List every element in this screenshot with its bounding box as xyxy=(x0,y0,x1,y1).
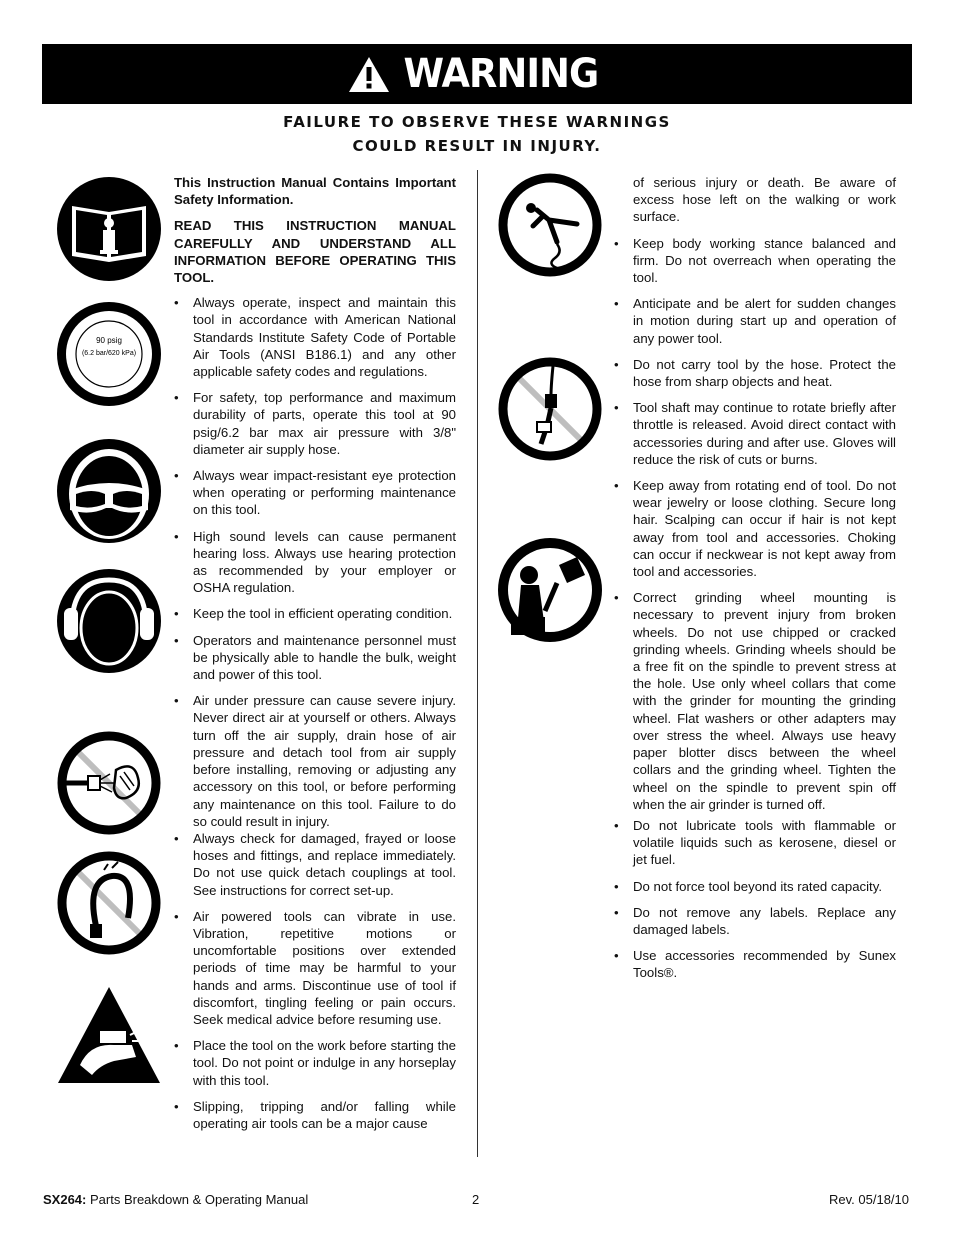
no-air-at-body-icon xyxy=(56,730,162,836)
list-item: • Always operate, inspect and maintain this tool in accordance with American National Standards Institute Safety Code of Portable Air Tools (ANSI B186.1) and any other applicable safety codes and regulations. xyxy=(174,294,456,380)
vibration-hazard-icon xyxy=(56,985,162,1085)
no-carry-by-hose-icon xyxy=(497,356,603,462)
continued-text: of serious injury or death. Be aware of excess hose left on the walking or work surface. xyxy=(633,175,896,225)
right-warning-list xyxy=(614,235,896,982)
footer-left xyxy=(43,1192,308,1207)
intro-notice: This Instruction Manual Contains Important Safety Information. xyxy=(174,175,456,208)
list-item-text: Always check for damaged, frayed or loose hoses and fittings, and replace immediately. Do not use quick detach couplings at tool. See instructions for correct set-up. xyxy=(193,830,456,898)
subtitle-line-2: COULD RESULT IN INJURY. xyxy=(352,137,602,155)
list-item: • Do not force tool beyond its rated capacity. xyxy=(614,878,896,895)
list-item: • Do not carry tool by the hose. Protect the hose from sharp objects and heat. xyxy=(614,356,896,390)
list-item: • Tool shaft may continue to rotate briefly after throttle is released. Avoid direct contact with accessories during and after use. Gloves will reduce the risk of cuts or burns. xyxy=(614,399,896,468)
eye-protection-icon xyxy=(56,438,162,544)
list-item: • Operators and maintenance personnel must be physically able to handle the bulk, weight and power of this tool. xyxy=(174,632,456,684)
list-item: • Keep body working stance balanced and firm. Do not overreach when operating the tool. xyxy=(614,235,896,287)
left-column xyxy=(174,174,456,1141)
tripping-hazard-icon xyxy=(497,172,603,278)
left-warning-list xyxy=(174,294,456,1132)
list-item: • Do not remove any labels. Replace any damaged labels. xyxy=(614,904,896,938)
list-item: • For safety, top performance and maximum durability of parts, operate this tool at 90 psig/6.2 bar max air pressure with 3/8" diameter air supply hose. xyxy=(174,389,456,458)
list-item: • Anticipate and be alert for sudden changes in motion during start up and operation of any power tool. xyxy=(614,295,896,347)
page-number: 2 xyxy=(472,1192,480,1207)
gauge-label-psig: 90 psig xyxy=(96,336,122,345)
footer-revision: Rev. 05/18/10 xyxy=(829,1192,909,1207)
list-item: • High sound levels can cause permanent hearing loss. Always use hearing protection as recommended by your employer or OSHA regulation. xyxy=(174,528,456,597)
list-item: • Use accessories recommended by Sunex Tools®. xyxy=(614,947,896,981)
no-damaged-hose-icon xyxy=(56,850,162,956)
list-item: • Keep away from rotating end of tool. Do not wear jewelry or loose clothing. Secure long hair. Scalping can occur if hair is not kept away from tool and accessories. Choking can occur if neckwear is not kept away from tool and accessories. xyxy=(614,477,896,580)
read-manual-icon xyxy=(56,176,162,282)
right-column xyxy=(614,174,896,991)
list-item: • Place the tool on the work before starting the tool. Do not point or indulge in any horseplay with this tool. xyxy=(174,1037,456,1089)
list-item: • Slipping, tripping and/or falling while operating air tools can be a major cause xyxy=(174,1098,456,1132)
warning-triangle-icon xyxy=(347,54,391,94)
warning-banner xyxy=(42,44,912,104)
list-item: • Correct grinding wheel mounting is necessary to prevent injury from broken wheels. Do not use chipped or cracked grinding wheels. Grinding wheels should be a free fit on the spindle to prevent stress at the hole. Use only wheel collars that come with the grinder for mounting the grinding wheel. Flat washers or other adapters may over stress the wheel. Always use heavy paper blotter discs between the wheel collars and the grinding wheel. Tighten the wheel on the spindle to prevent spin off when the air grinder is turned off. xyxy=(614,589,896,813)
rotating-parts-hazard-icon xyxy=(497,537,603,643)
subtitle-line-1: FAILURE TO OBSERVE THESE WARNINGS xyxy=(283,113,671,131)
list-item: • Do not lubricate tools with flammable or volatile liquids such as kerosene, diesel or jet fuel. xyxy=(614,817,896,869)
hearing-protection-icon xyxy=(56,568,162,674)
gauge-label-bar: (6.2 bar/620 kPa) xyxy=(81,350,137,357)
pressure-gauge-icon xyxy=(56,301,162,407)
list-item: • Air under pressure can cause severe injury. Never direct air at yourself or others. Always turn off the air supply, drain hose of air pressure and detach tool from air supply before installing, removing or adjusting any accessory on this tool, or before performing any maintenance on this tool. Failure to do so could result in injury. xyxy=(174,692,456,830)
footer-model: SX264: xyxy=(43,1192,87,1207)
column-divider xyxy=(477,170,478,1157)
list-item: • Keep the tool in efficient operating condition. xyxy=(174,605,456,622)
list-item-continued xyxy=(174,830,456,899)
footer-title: Parts Breakdown & Operating Manual xyxy=(90,1192,309,1207)
banner-title: WARNING xyxy=(403,51,599,97)
list-item: • Always wear impact-resistant eye protection when operating or performing maintenance on this tool. xyxy=(174,467,456,519)
list-item: • Air powered tools can vibrate in use. Vibration, repetitive motions or uncomfortable positions over extended periods of time may be harmful to your hands and arms. Discontinue use of tool if discomfort, tingling feeling or pain occurs. Seek medical advice before resuming use. xyxy=(174,908,456,1028)
intro-read-manual: READ THIS INSTRUCTION MANUAL CAREFULLY AND UNDERSTAND ALL INFORMATION BEFORE OPERATING THIS TOOL. xyxy=(174,218,456,286)
